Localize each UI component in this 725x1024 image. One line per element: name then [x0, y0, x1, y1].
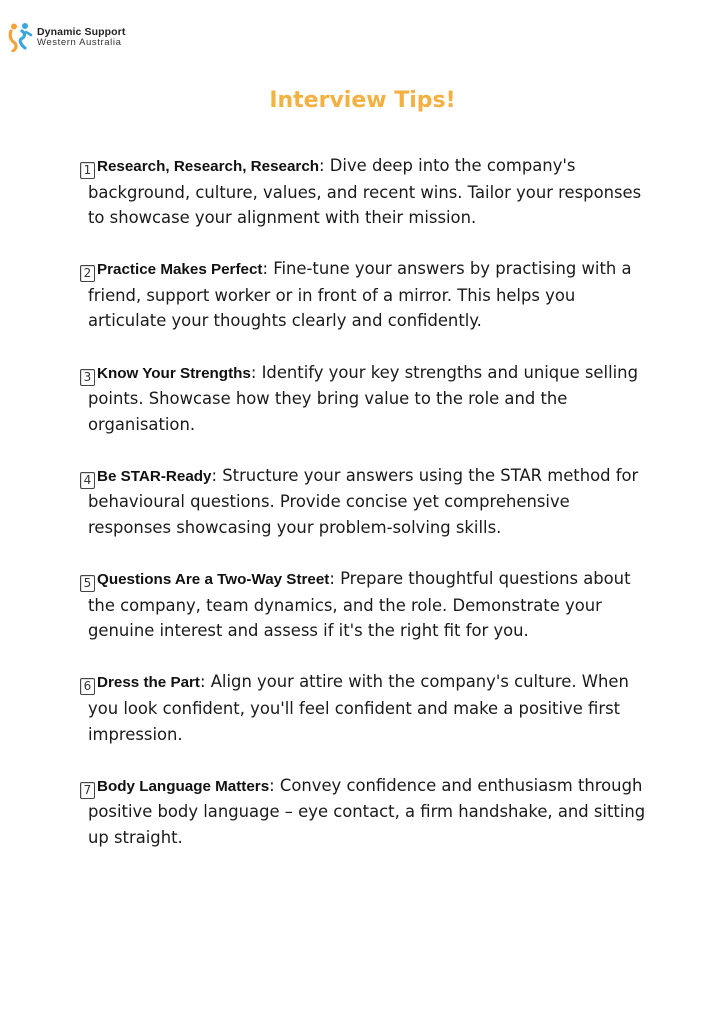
- number-badge-icon: 2: [80, 265, 95, 282]
- tip-heading: Practice Makes Perfect: [97, 261, 263, 279]
- tip-text: : Fine-tune your answers by practising with a friend, support worker or in front of a mirror. This helps you articulate your thoughts clearly and confidently.: [88, 259, 632, 331]
- tip-item: [80, 669, 648, 747]
- tip-item: [80, 566, 648, 644]
- dynamic-support-logo-icon: [8, 22, 34, 52]
- tip-text: : Dive deep into the company's background, culture, values, and recent wins. Tailor your responses to showcase your alignment with their mission.: [88, 156, 642, 228]
- tip-item: [80, 256, 648, 334]
- brand-logo: [8, 22, 125, 52]
- tip-heading: Research, Research, Research: [97, 158, 320, 175]
- logo-region: Western Australia: [37, 36, 122, 48]
- tip-text: : Prepare thoughtful questions about the company, team dynamics, and the role. Demonstrate your genuine interest and assess if it's the right fit for you.: [88, 569, 631, 641]
- page-title: Interview Tips!: [269, 88, 456, 113]
- tip-heading: Questions Are a Two-Way Street: [97, 571, 330, 589]
- tip-heading: Be STAR-Ready: [97, 467, 212, 485]
- logo-name: Dynamic Support: [37, 25, 126, 38]
- tip-text: : Identify your key strengths and unique selling points. Showcase how they bring value to the role and the organisation.: [88, 362, 638, 434]
- logo-text: [37, 27, 125, 48]
- tip-text: : Convey confidence and enthusiasm through positive body language – eye contact, a firm handshake, and sitting up straight.: [88, 775, 646, 847]
- tip-item: [80, 463, 648, 541]
- tips-list: [80, 153, 648, 876]
- number-badge-icon: 1: [80, 162, 95, 179]
- tip-item: [80, 153, 648, 231]
- number-badge-icon: 3: [80, 369, 95, 386]
- tip-text: : Structure your answers using the STAR method for behavioural questions. Provide concise yet comprehensive responses showcasing your problem-solving skills.: [88, 465, 639, 538]
- number-badge-icon: 4: [80, 472, 95, 489]
- tip-text: : Align your attire with the company's culture. When you look confident, you'll feel confident and make a positive first impression.: [88, 672, 629, 744]
- tip-heading: Body Language Matters: [97, 777, 270, 795]
- number-badge-icon: 6: [80, 678, 95, 695]
- tip-heading: Know Your Strengths: [97, 364, 251, 382]
- number-badge-icon: 5: [80, 575, 95, 592]
- number-badge-icon: 7: [80, 782, 95, 799]
- tip-item: [80, 773, 648, 851]
- tip-item: [80, 360, 648, 438]
- tip-heading: Dress the Part: [97, 674, 200, 692]
